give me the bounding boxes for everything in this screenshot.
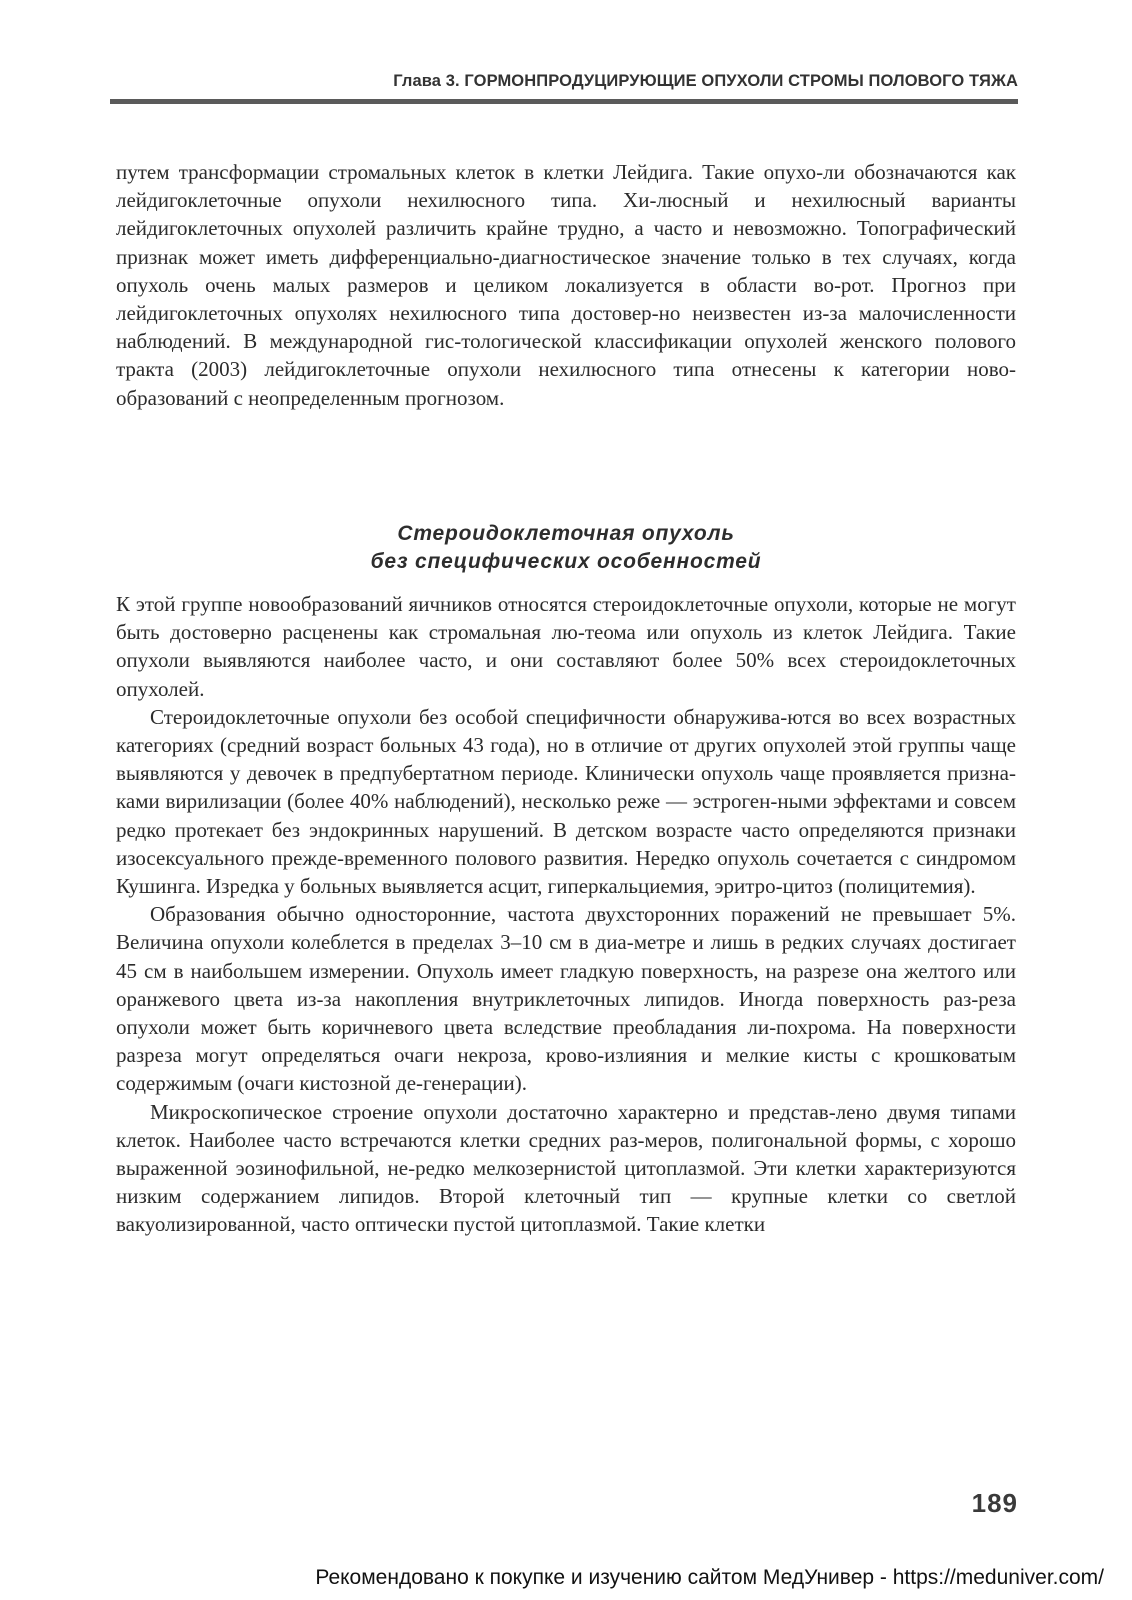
header-rule — [110, 99, 1018, 104]
intro-paragraph: путем трансформации стромальных клеток в клетки Лейдига. Такие опухо-ли обозначаются как лейдигоклеточные опухоли нехилюсного типа. Хи-люсный и нехилюсный варианты лейдигоклеточных опухолей различить крайне трудно, а часто и невозможно. Топографический признак может иметь дифференциально-диагностическое значение только в тех случаях, когда опухоль очень малых размеров и целиком локализуется в области во-рот. Прогноз при лейдигоклеточных опухолях нехилюсного типа достовер-но неизвестен из-за малочисленности наблюдений. В международной гис-тологической классификации опухолей женского полового тракта (2003) лейдигоклеточные опухоли нехилюсного типа отнесены к категории ново-образований с неопределенным прогнозом. — [116, 160, 1016, 410]
section-body — [116, 590, 1016, 1239]
body-paragraph-2: Стероидоклеточные опухоли без особой специфичности обнаружива-ются во всех возрастных категориях (средний возраст больных 43 года), но в отличие от других опухолей этой группы чаще выявляются у девочек в предпубертатном периоде. Клинически опухоль чаще проявляется призна-ками вирилизации (более 40% наблюдений), несколько реже — эстроген-ными эффектами и совсем редко протекает без эндокринных нарушений. В детском возрасте часто определяются признаки изосексуального прежде-временного полового развития. Нередко опухоль сочетается с синдромом Кушинга. Изредка у больных выявляется асцит, гиперкальциемия, эритро-цитоз (полицитемия). — [116, 704, 1016, 899]
body-paragraph-1: К этой группе новообразований яичников относятся стероидоклеточные опухоли, которые не могут быть достоверно расценены как стромальная лю-теома или опухоль из клеток Лейдига. Такие опухоли выявляются наиболее часто, и они составляют более 50% всех стероидоклеточных опухолей. — [116, 592, 1016, 701]
footer-recommendation: Рекомендовано к покупке и изучению сайтом МедУнивер - https://meduniver.com/ — [315, 1566, 1104, 1589]
running-header: Глава 3. ГОРМОНПРОДУЦИРУЮЩИЕ ОПУХОЛИ СТРОМЫ ПОЛОВОГО ТЯЖА — [393, 72, 1018, 90]
page-number: 189 — [971, 1488, 1018, 1518]
section-title-line-2: без специфических особенностей — [370, 550, 762, 573]
intro-text-block — [116, 158, 1016, 412]
section-title-line-1: Стероидоклеточная опухоль — [397, 522, 735, 545]
section-title — [116, 520, 1016, 576]
body-paragraph-3: Образования обычно односторонние, частота двухсторонних поражений не превышает 5%. Величина опухоли колеблется в пределах 3–10 см в диа-метре и лишь в редких случаях достигает 45 см в наибольшем измерении. Опухоль имеет гладкую поверхность, на разрезе она желтого или оранжевого цвета из-за накопления внутриклеточных липидов. Иногда поверхность раз-реза опухоли может быть коричневого цвета вследствие преобладания ли-похрома. На поверхности разреза могут определяться очаги некроза, крово-излияния и мелкие кисты с крошковатым содержимым (очаги кистозной де-генерации). — [116, 902, 1016, 1096]
body-paragraph-4: Микроскопическое строение опухоли достаточно характерно и представ-лено двумя типами клеток. Наиболее часто встречаются клетки средних раз-меров, полигональной формы, с хорошо выраженной эозинофильной, не-редко мелкозернистой цитоплазмой. Эти клетки характеризуются низким содержанием липидов. Второй клеточный тип — крупные клетки со светлой вакуолизированной, часто оптически пустой цитоплазмой. Такие клетки — [116, 1099, 1016, 1237]
